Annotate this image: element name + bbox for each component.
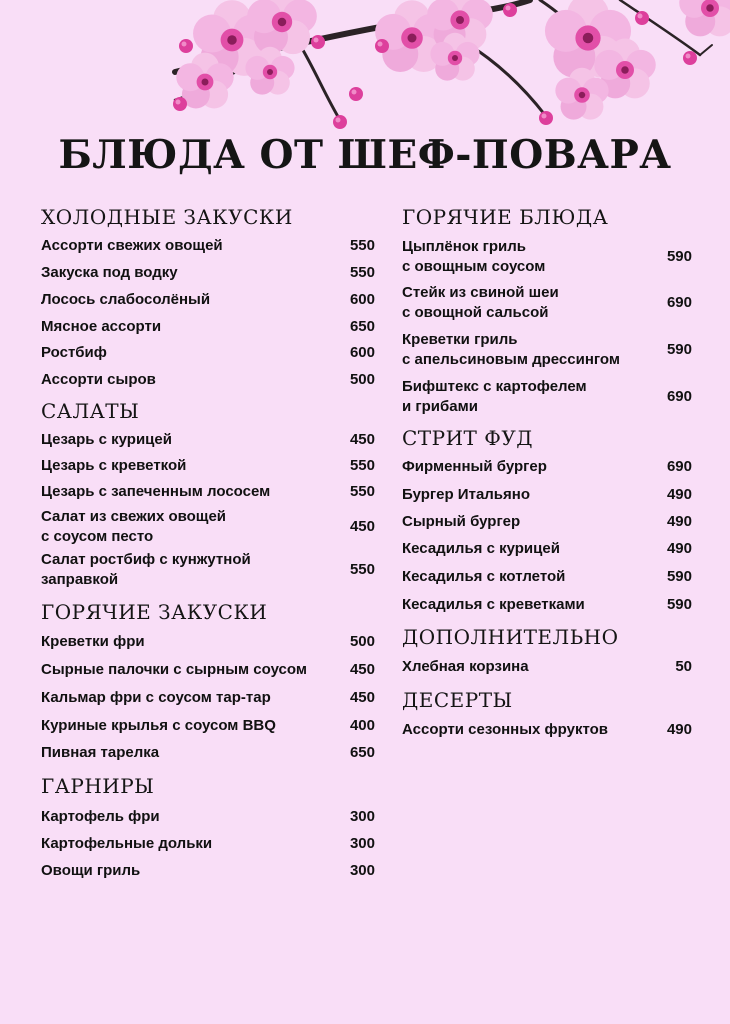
menu-item: Сырные палочки с сырным соусом 450	[41, 661, 375, 678]
section-hot-dishes	[402, 202, 692, 420]
menu-item: Картофельные дольки 300	[41, 834, 375, 852]
menu-item: Кесадилья с креветками 590	[402, 595, 692, 613]
menu-item: Овощи гриль 300	[41, 861, 375, 879]
section-title: СТРИТ ФУД	[402, 426, 534, 450]
menu-item: Стейк из свиной шеи с овощной сальсой 690	[402, 284, 692, 321]
section-street-food	[402, 423, 692, 618]
menu-item: Бургер Итальяно 490	[402, 485, 692, 503]
menu-item: Цезарь с креветкой 550	[41, 457, 375, 474]
section-title: ГОРЯЧИЕ ЗАКУСКИ	[41, 600, 268, 624]
menu-item: Фирменный бургер 690	[402, 458, 692, 475]
section-salads	[41, 396, 375, 591]
section-cold-snacks	[41, 202, 375, 393]
section-hot-snacks	[41, 597, 375, 767]
menu-item: Сырный бургер 490	[402, 512, 692, 530]
menu-item: Пивная тарелка 650	[41, 744, 375, 761]
section-title: ХОЛОДНЫЕ ЗАКУСКИ	[41, 205, 293, 229]
menu-item: Цезарь с запеченным лососем 550	[41, 483, 375, 500]
page-title: БЛЮДА ОТ ШЕФ-ПОВАРА	[58, 132, 672, 178]
menu-item: Лосось слабосолёный 600	[41, 290, 375, 308]
section-garnish	[41, 771, 375, 884]
menu-item: Кальмар фри с соусом тар-тар 450	[41, 689, 375, 706]
section-title: ГАРНИРЫ	[41, 774, 155, 798]
section-extra	[402, 622, 692, 680]
section-desserts	[402, 685, 692, 743]
menu-item: Цыплёнок гриль с овощным соусом 590	[402, 238, 692, 275]
cherry-blossom-decoration	[0, 0, 730, 140]
menu-item: Ассорти сыров 500	[41, 370, 375, 388]
menu-item: Бифштекс с картофелем и грибами 690	[402, 377, 692, 415]
menu-item: Куриные крылья с соусом BBQ 400	[41, 716, 375, 734]
menu-item: Креветки фри 500	[41, 633, 375, 650]
menu-item: Салат ростбиф с кунжутной заправкой 550	[41, 551, 375, 588]
menu-item: Ассорти свежих овощей 550	[41, 237, 375, 254]
menu-item: Картофель фри 300	[41, 807, 375, 825]
menu-item: Мясное ассорти 650	[41, 317, 375, 335]
menu-item: Кесадилья с котлетой 590	[402, 568, 692, 585]
menu-item: Цезарь с курицей 450	[41, 431, 375, 448]
menu-item: Кесадилья с курицей 490	[402, 540, 692, 557]
menu-item: Креветки гриль с апельсиновым дрессингом 590	[402, 330, 692, 368]
menu-item: Ассорти сезонных фруктов 490	[402, 721, 692, 738]
section-title: ГОРЯЧИЕ БЛЮДА	[402, 205, 609, 229]
section-title: ДЕСЕРТЫ	[402, 688, 513, 712]
menu-item: Салат из свежих овощей с соусом песто 450	[41, 508, 375, 545]
section-title: САЛАТЫ	[41, 399, 140, 423]
menu-item: Хлебная корзина 50	[402, 658, 692, 675]
menu-item: Ростбиф 600	[41, 344, 375, 361]
section-title: ДОПОЛНИТЕЛЬНО	[402, 625, 619, 649]
menu-item: Закуска под водку 550	[41, 263, 375, 281]
